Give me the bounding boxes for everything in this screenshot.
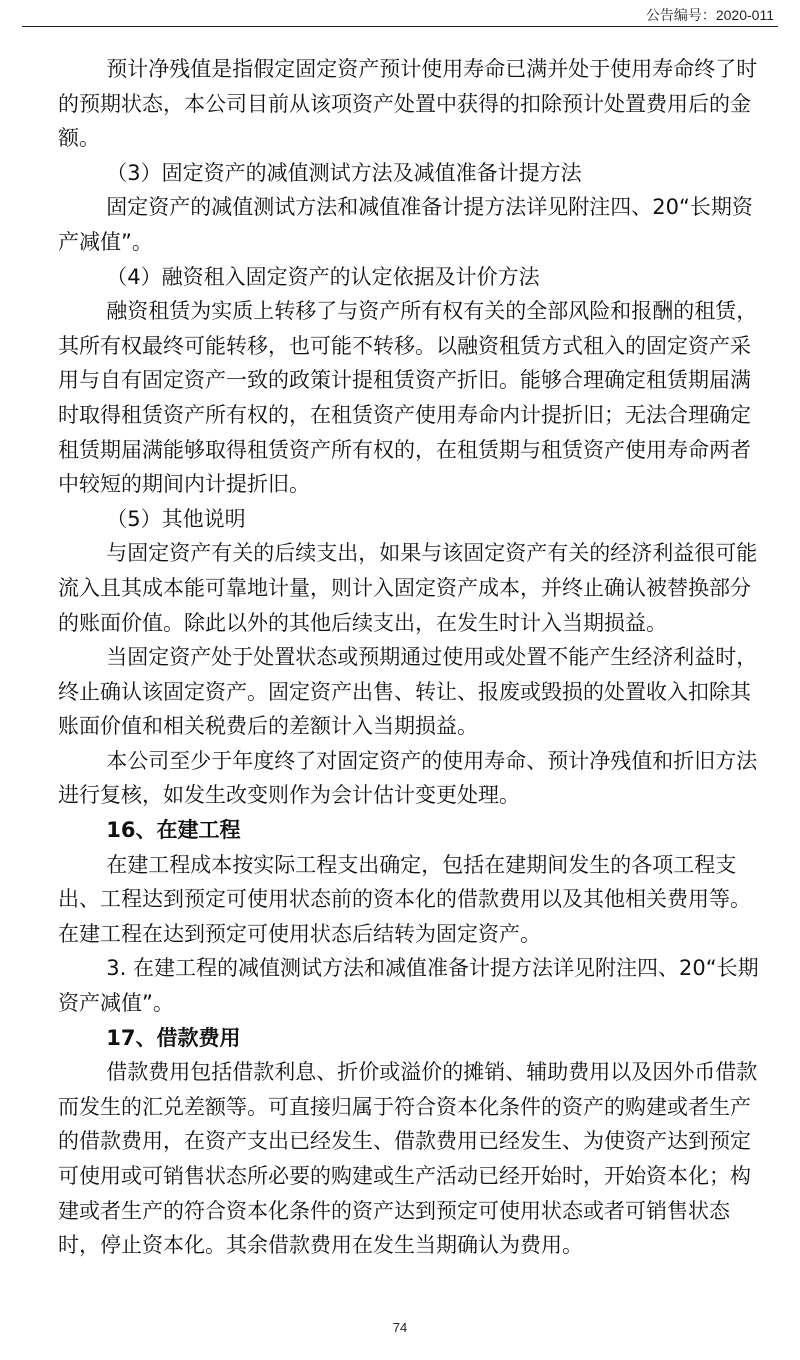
document-body (58, 52, 764, 1263)
subsection-heading: （5）其他说明 (106, 506, 246, 531)
announcement-number: 公告编号：2020-011 (645, 7, 774, 23)
subsection-heading: （3）固定资产的减值测试方法及减值准备计提方法 (106, 160, 582, 185)
paragraph: 预计净残值是指假定固定资产预计使用寿命已满并处于使用寿命终了时的预期状态，本公司目前从该项资产处置中获得的扣除预计处置费用后的金额。 (58, 57, 758, 151)
subsection-heading: （4）融资租入固定资产的认定依据及计价方法 (106, 264, 540, 289)
section-heading: 17、借款费用 (106, 1025, 241, 1050)
page-header (22, 0, 778, 27)
paragraph: 当固定资产处于处置状态或预期通过使用或处置不能产生经济利益时，终止确认该固定资产。固定资产出售、转让、报废或毁损的处置收入扣除其账面价值和相关税费后的差额计入当期损益。 (58, 645, 758, 739)
paragraph: 本公司至少于年度终了对固定资产的使用寿命、预计净残值和折旧方法进行复核，如发生改变则作为会计估计变更处理。 (58, 748, 758, 808)
paragraph: 在建工程成本按实际工程支出确定，包括在建期间发生的各项工程支出、工程达到预定可使用状态前的资本化的借款费用以及其他相关费用等。在建工程在达到预定可使用状态后结转为固定资产。 (58, 852, 751, 946)
section-heading: 16、在建工程 (106, 818, 241, 843)
page-number: 74 (392, 1320, 408, 1335)
paragraph: 融资租赁为实质上转移了与资产所有权有关的全部风险和报酬的租赁，其所有权最终可能转移，也可能不转移。以融资租赁方式租入的固定资产采用与自有固定资产一致的政策计提租赁资产折旧。能够合理确定租赁期届满时取得租赁资产所有权的，在租赁资产使用寿命内计提折旧；无法合理确定租赁期届满能够取得租赁资产所有权的，在租赁期与租赁资产使用寿命两者中较短的期间内计提折旧。 (58, 299, 758, 497)
paragraph: 与固定资产有关的后续支出，如果与该固定资产有关的经济利益很可能流入且其成本能可靠地计量，则计入固定资产成本，并终止确认被替换部分的账面价值。除此以外的其他后续支出，在发生时计入当期损益。 (58, 541, 758, 635)
paragraph: 固定资产的减值测试方法和减值准备计提方法详见附注四、20“长期资产减值”。 (58, 195, 753, 254)
paragraph: 3. 在建工程的减值测试方法和减值准备计提方法详见附注四、20“长期资产减值”。 (58, 956, 759, 1016)
paragraph: 借款费用包括借款利息、折价或溢价的摊销、辅助费用以及因外币借款而发生的汇兑差额等。可直接归属于符合资本化条件的资产的购建或者生产的借款费用，在资产支出已经发生、借款费用已经发生、为使资产达到预定可使用或可销售状态所必要的购建或生产活动已经开始时，开始资本化；构建或者生产的符合资本化条件的资产达到预定可使用状态或者可销售状态时，停止资本化。其余借款费用在发生当期确认为费用。 (58, 1060, 758, 1258)
